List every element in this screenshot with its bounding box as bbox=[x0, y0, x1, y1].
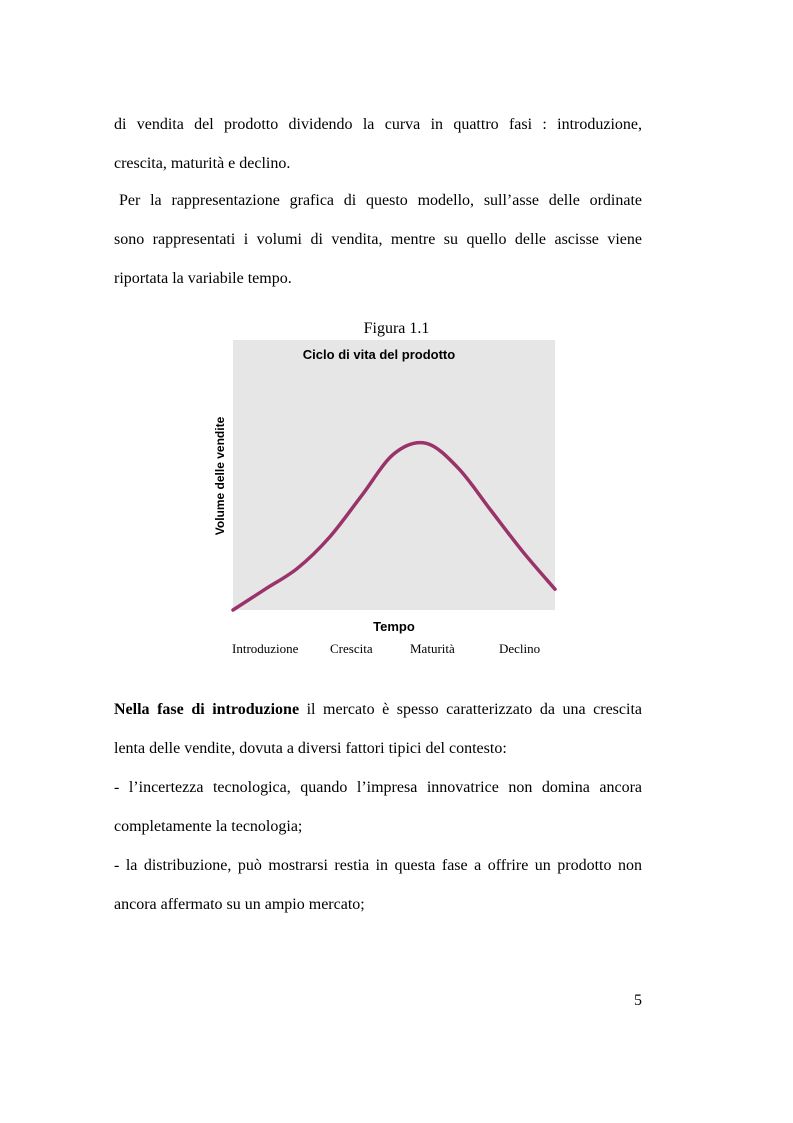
text-line: ancora affermato su un ampio mercato; bbox=[114, 896, 365, 913]
paragraph-introduction-phase bbox=[114, 690, 642, 924]
phase-label-introduzione: Introduzione bbox=[232, 641, 299, 656]
text-line: di vendita del prodotto dividendo la curva in quattro fasi : introduzione, bbox=[114, 116, 642, 133]
chart-background bbox=[233, 340, 555, 610]
phase-label-crescita: Crescita bbox=[330, 641, 373, 656]
text-line: - la distribuzione, può mostrarsi restia in questa fase a offrire un prodotto non bbox=[114, 857, 642, 874]
paragraph-intro bbox=[114, 105, 642, 183]
paragraph-graph-description bbox=[114, 181, 642, 298]
text-run: il mercato è spesso caratterizzato da una crescita bbox=[299, 701, 643, 718]
text-line: - l’incertezza tecnologica, quando l’impresa innovatrice non domina ancora bbox=[114, 779, 642, 796]
chart-title: Ciclo di vita del prodotto bbox=[302, 347, 456, 362]
text-line: crescita, maturità e declino. bbox=[114, 155, 291, 172]
lifecycle-chart bbox=[208, 340, 568, 640]
text-line: completamente la tecnologia; bbox=[114, 818, 303, 835]
text-line: riportata la variabile tempo. bbox=[114, 270, 292, 287]
page-number: 5 bbox=[634, 992, 642, 1009]
text-line: sono rappresentati i volumi di vendita, mentre su quello delle ascisse viene bbox=[114, 231, 642, 248]
figure-caption: Figura 1.1 bbox=[363, 320, 430, 337]
phase-label-maturita: Maturità bbox=[410, 641, 455, 656]
chart-ylabel: Volume delle vendite bbox=[213, 416, 227, 536]
chart-xlabel: Tempo bbox=[373, 619, 415, 634]
phase-label-declino: Declino bbox=[499, 641, 541, 656]
text-line: Per la rappresentazione grafica di questo modello, sull’asse delle ordinate bbox=[119, 192, 642, 209]
text-line bbox=[114, 690, 642, 729]
bold-lead: Nella fase di introduzione bbox=[114, 701, 300, 718]
text-line: lenta delle vendite, dovuta a diversi fattori tipici del contesto: bbox=[114, 740, 507, 757]
